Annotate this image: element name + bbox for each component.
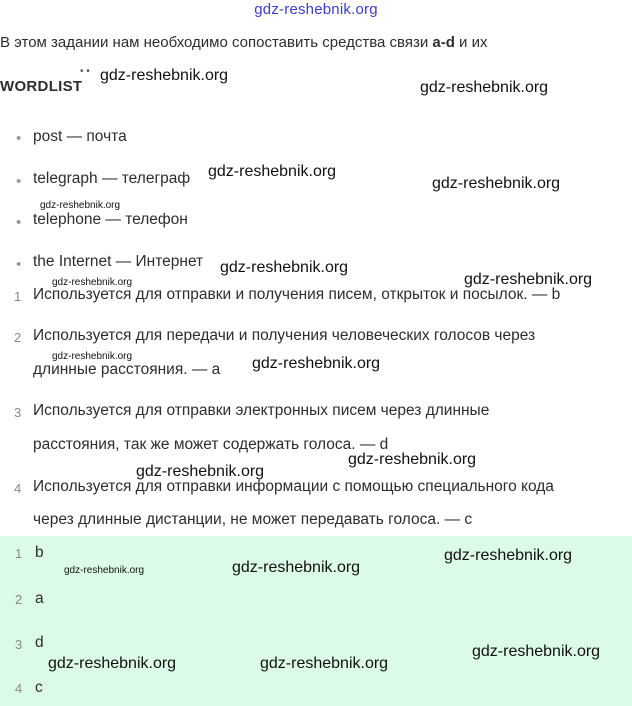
description-line: через длинные дистанции, не может передавать голоса. — c <box>33 511 473 528</box>
watermark: gdz-reshebnik.org <box>464 271 593 288</box>
answer-value: c <box>35 679 43 696</box>
watermark: gdz-reshebnik.org <box>232 559 361 576</box>
watermark: gdz-reshebnik.org <box>100 67 229 84</box>
description-line: расстояния, так же может содержать голоса. — d <box>33 436 389 453</box>
answer-value: d <box>35 634 44 651</box>
watermark: gdz-reshebnik.org <box>48 655 177 672</box>
watermark: gdz-reshebnik.org <box>136 463 265 480</box>
description-line: длинные расстояния. — a <box>33 361 221 378</box>
bullet-icon: • <box>16 214 22 231</box>
bullet-icon: • <box>16 173 22 190</box>
answer-number: 1 <box>15 546 23 561</box>
watermark: gdz-reshebnik.org <box>52 351 133 362</box>
watermark: gdz-reshebnik.org <box>472 643 601 660</box>
answer-number: 4 <box>15 681 23 696</box>
watermark: gdz-reshebnik.org <box>220 259 349 276</box>
watermark: gdz-reshebnik.org <box>252 355 381 372</box>
site-header: gdz-reshebnik.org <box>254 1 378 18</box>
answer-number: 2 <box>15 592 23 607</box>
intro-text: В этом задании нам необходимо сопоставить средства связи a-d и их <box>0 34 488 51</box>
watermark: gdz-reshebnik.org <box>348 451 477 468</box>
dots-decoration: • • <box>80 66 90 77</box>
list-item: the Internet — Интернет <box>33 253 204 270</box>
description-line: Используется для отправки информации с помощью специального кода <box>33 478 554 495</box>
watermark: gdz-reshebnik.org <box>52 277 133 288</box>
answer-value: a <box>35 590 44 607</box>
watermark: gdz-reshebnik.org <box>260 655 389 672</box>
watermark: gdz-reshebnik.org <box>432 175 561 192</box>
description-number: 1 <box>14 289 22 304</box>
description-number: 4 <box>14 481 22 496</box>
watermark: gdz-reshebnik.org <box>420 79 549 96</box>
bullet-icon: • <box>16 256 22 273</box>
watermark: gdz-reshebnik.org <box>64 565 145 576</box>
answer-number: 3 <box>15 637 23 652</box>
description-number: 2 <box>14 330 22 345</box>
answer-value: b <box>35 544 44 561</box>
watermark: gdz-reshebnik.org <box>208 163 337 180</box>
description-line: Используется для передачи и получения человеческих голосов через <box>33 327 536 344</box>
watermark: gdz-reshebnik.org <box>444 547 573 564</box>
description-line: Используется для отправки электронных писем через длинные <box>33 402 490 419</box>
description-line: Используется для отправки и получения писем, открыток и посылок. — b <box>33 286 561 303</box>
wordlist-title: WORDLIST <box>0 78 83 95</box>
list-item: telegraph — телеграф <box>33 170 191 187</box>
description-number: 3 <box>14 405 22 420</box>
list-item: post — почта <box>33 128 127 145</box>
bullet-icon: • <box>16 130 22 147</box>
list-item: telephone — телефон <box>33 211 188 228</box>
watermark: gdz-reshebnik.org <box>40 200 121 211</box>
